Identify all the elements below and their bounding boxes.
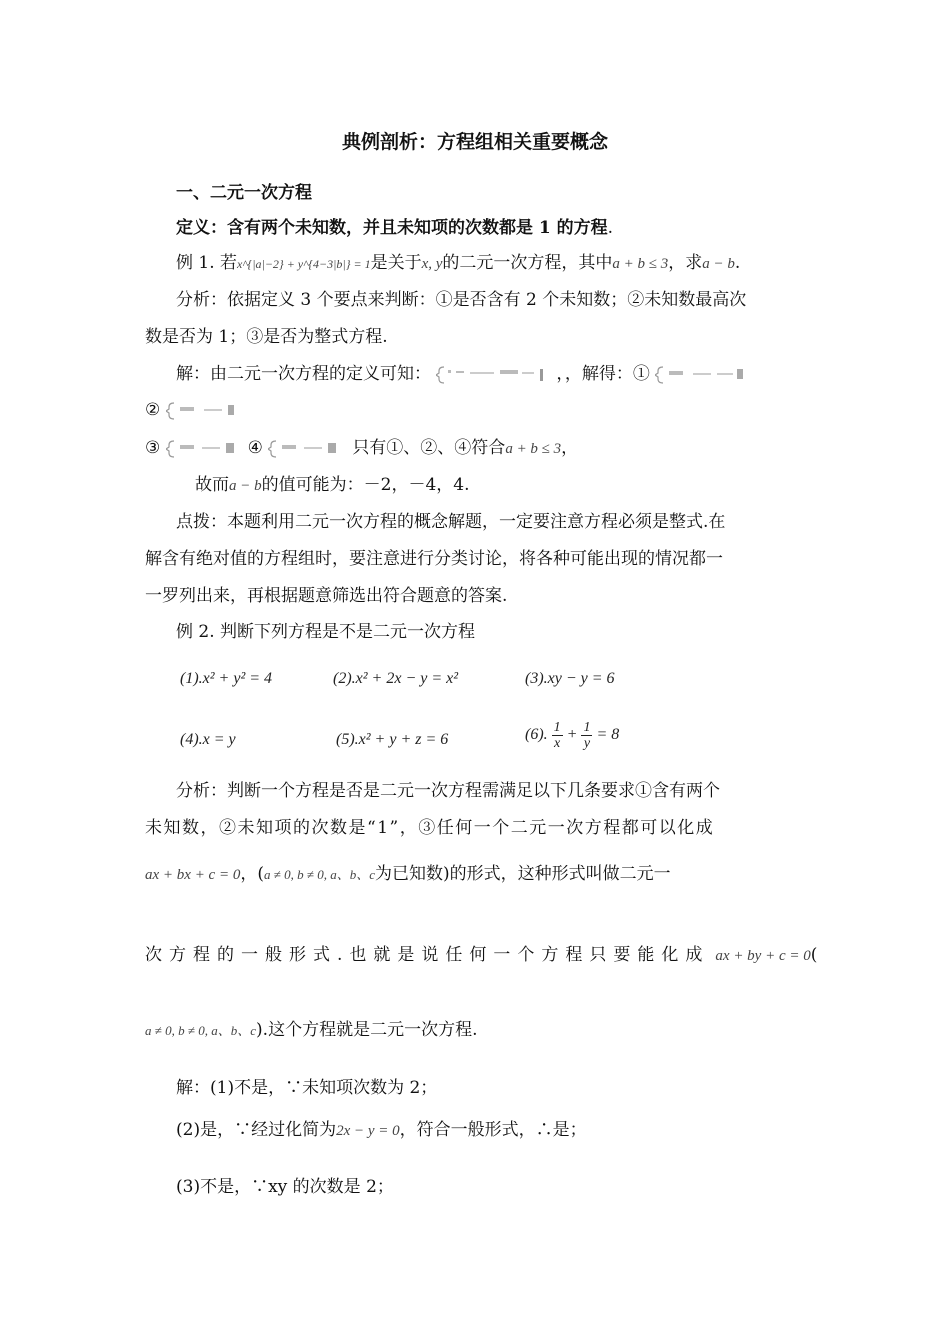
- equation-5: (5).x² + y + z = 6: [336, 731, 449, 748]
- analysis-2-line-4: [145, 943, 817, 968]
- example-1-text: ，求: [668, 253, 703, 273]
- case-4-marker: ④: [247, 438, 263, 458]
- case-3-marker: ③: [145, 438, 161, 458]
- page-title: 典例剖析：方程组相关重要概念: [341, 131, 608, 153]
- form-1-expression: ax + bx + c = 0: [145, 867, 241, 883]
- plus-sign: +: [566, 726, 578, 744]
- example-1-target: a − b: [702, 256, 735, 272]
- equation-6-label: (6).: [525, 726, 548, 744]
- tip-line-2: 解含有绝对值的方程组时，要注意进行分类讨论，将各种可能出现的情况都一: [145, 549, 723, 569]
- example-2-title: 例 2. 判断下列方程是不是二元一次方程: [176, 622, 476, 642]
- solution-1-text: ，: [556, 364, 565, 384]
- equation-4: (4).x = y: [180, 731, 236, 748]
- solution-1-text: 只有①、②、④符合: [352, 438, 506, 458]
- equation-system-image: [436, 365, 556, 385]
- analysis-2-text: 为已知数)的形式，这种形式叫做二元一: [375, 864, 671, 884]
- example-1-text: 的二元一次方程，其中: [442, 253, 613, 273]
- result-text: 的值可能为：－2，－4，4.: [261, 475, 470, 495]
- equation-3: (3).xy − y = 6: [525, 670, 615, 687]
- analysis-2-text: ).这个方程就是二元一次方程.: [256, 1020, 478, 1040]
- solution-2-text: ，符合一般形式，∴是；: [399, 1120, 587, 1140]
- example-1-vars: x, y: [421, 256, 443, 272]
- case-2-marker: ②: [145, 400, 161, 420]
- example-1-text: 是关于: [370, 253, 422, 273]
- case-4-system-image: [268, 439, 352, 459]
- solution-1-text: ，: [561, 438, 579, 458]
- definition-text: 定义：含有两个未知数，并且未知项的次数都是 1 的方程: [176, 218, 608, 238]
- solution-1-condition: a + b ≤ 3: [505, 441, 562, 457]
- analysis-2-line-5: [145, 1018, 478, 1043]
- analysis-1-line-1: 分析：依据定义 3 个要点来判断：①是否含有 2 个未知数；②未知数最高次: [176, 290, 747, 310]
- solution-1-result: [195, 473, 469, 498]
- equation-2: (2).x² + 2x − y = x²: [333, 670, 459, 687]
- solution-2-item-3: (3)不是，∵xy 的次数是 2；: [176, 1177, 394, 1197]
- result-expression: a − b: [229, 478, 262, 494]
- example-1-condition: a + b ≤ 3: [612, 256, 669, 272]
- solution-1-line-1: [176, 362, 755, 386]
- condition-1-expression: a ≠ 0, b ≠ 0, a、b、c: [263, 867, 376, 882]
- analysis-2-text: ，(: [240, 864, 264, 884]
- analysis-2-line-3: [145, 862, 671, 887]
- analysis-2-line-1: 分析：判断一个方程是否是二元一次方程需满足以下几条要求①含有两个: [176, 781, 720, 801]
- example-1-text: .: [734, 253, 741, 273]
- example-1: [176, 251, 740, 276]
- simplified-expression: 2x − y = 0: [336, 1123, 400, 1139]
- solution-1-line-3: [145, 436, 578, 461]
- analysis-2-text: 次方程的一般形式.也就是说任何一个方程只要能化成: [145, 945, 710, 965]
- analysis-1-line-2: 数是否为 1；③是否为整式方程.: [145, 327, 388, 347]
- example-1-lead: 例 1. 若: [176, 253, 238, 273]
- solution-2-item-1: 解：(1)不是，∵未知项次数为 2；: [176, 1078, 438, 1098]
- solution-1-text: ，解得：①: [564, 364, 650, 384]
- solution-1-line-2: [145, 398, 266, 422]
- condition-2-expression: a ≠ 0, b ≠ 0, a、b、c: [145, 1023, 257, 1038]
- fraction-1-over-y: $\frac{1}{y}$: [583, 720, 591, 751]
- tip-line-3: 一罗列出来，再根据题意筛选出符合题意的答案.: [145, 586, 508, 606]
- case-1-system-image: [655, 365, 755, 385]
- fraction-1-over-x: $\frac{1}{x}$: [553, 720, 561, 751]
- solution-2-text: (2)是，∵经过化简为: [176, 1120, 337, 1140]
- equation-6: [525, 720, 619, 751]
- form-2-expression: ax + by + c = 0: [715, 948, 811, 964]
- result-text: 故而: [195, 475, 229, 495]
- solution-1-lead: 解：由二元一次方程的定义可知：: [176, 364, 431, 384]
- analysis-2-text: (: [810, 945, 818, 965]
- equation-1: (1).x² + y² = 4: [180, 670, 273, 687]
- tip-line-1: 点拨：本题利用二元一次方程的概念解题，一定要注意方程必须是整式.在: [176, 512, 726, 532]
- equation-6-rhs: = 8: [596, 726, 620, 744]
- example-1-equation: x^{|a|−2} + y^{4−3|b|} = 1: [237, 257, 371, 271]
- analysis-2-line-2: 未知数，②未知项的次数是“1”，③任何一个二元一次方程都可以化成: [145, 818, 715, 838]
- case-3-system-image: [166, 439, 248, 459]
- section-heading: 一、二元一次方程: [176, 183, 312, 203]
- case-2-system-image: [166, 401, 266, 421]
- solution-2-item-2: [176, 1118, 587, 1143]
- definition: 定义：含有两个未知数，并且未知项的次数都是 1 的方程.: [176, 218, 614, 238]
